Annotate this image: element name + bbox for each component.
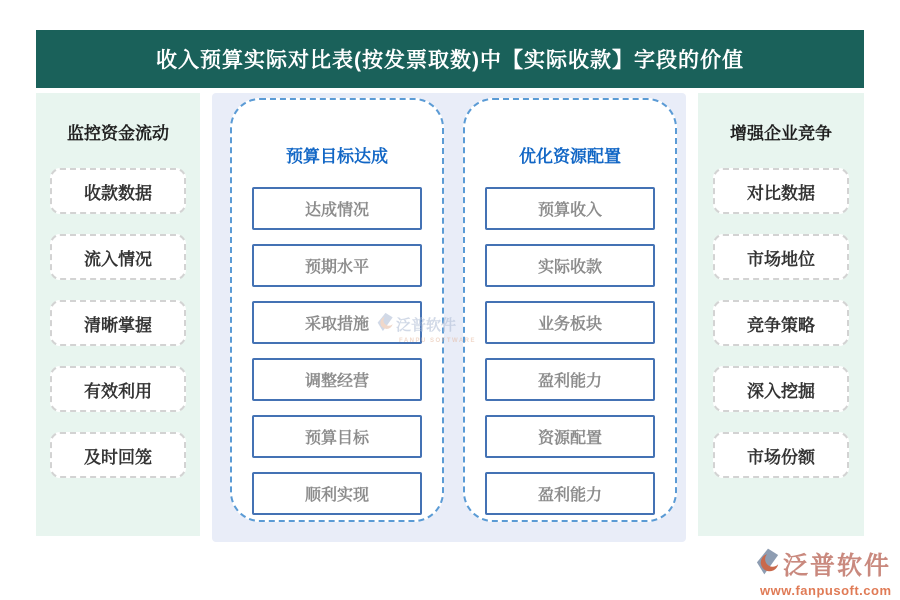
list-item: 流入情况 (50, 234, 186, 280)
fanpu-logo-icon (756, 547, 780, 581)
list-item: 竞争策略 (713, 300, 849, 346)
panel-middle (212, 93, 686, 542)
budget-goal-title: 预算目标达成 (286, 147, 388, 166)
list-item: 预期水平 (252, 244, 422, 287)
list-item: 及时回笼 (50, 432, 186, 478)
watermark-subtext: FANPU SOFTWARE (399, 338, 477, 344)
list-item: 顺利实现 (252, 472, 422, 515)
panel-enhance-competition-title: 增强企业竞争 (730, 124, 832, 143)
resource-config-title: 优化资源配置 (519, 147, 621, 166)
panel-monitor-cash-flow-title: 监控资金流动 (67, 124, 169, 143)
list-item: 业务板块 (485, 301, 655, 344)
list-item: 市场地位 (713, 234, 849, 280)
page-title-bar (36, 30, 864, 88)
list-item: 深入挖掘 (713, 366, 849, 412)
brand-name: 泛普软件 (783, 552, 892, 580)
resource-config-container (463, 98, 677, 522)
list-item: 达成情况 (252, 187, 422, 230)
brand-url[interactable]: www.fanpusoft.com (760, 583, 892, 598)
panel-monitor-cash-flow (36, 93, 200, 536)
list-item: 盈利能力 (485, 358, 655, 401)
list-item: 预算收入 (485, 187, 655, 230)
list-item: 采取措施 (252, 301, 422, 344)
budget-goal-container (230, 98, 444, 522)
list-item: 对比数据 (713, 168, 849, 214)
list-item: 有效利用 (50, 366, 186, 412)
list-item: 预算目标 (252, 415, 422, 458)
panel-enhance-competition (698, 93, 864, 536)
list-item: 实际收款 (485, 244, 655, 287)
list-item: 市场份额 (713, 432, 849, 478)
list-item: 盈利能力 (485, 472, 655, 515)
list-item: 收款数据 (50, 168, 186, 214)
page-title: 收入预算实际对比表(按发票取数)中【实际收款】字段的价值 (156, 49, 744, 72)
list-item: 清晰掌握 (50, 300, 186, 346)
list-item: 资源配置 (485, 415, 655, 458)
list-item: 调整经营 (252, 358, 422, 401)
watermark-brand: 泛普软件 (396, 317, 457, 334)
footer-logo (756, 546, 896, 598)
